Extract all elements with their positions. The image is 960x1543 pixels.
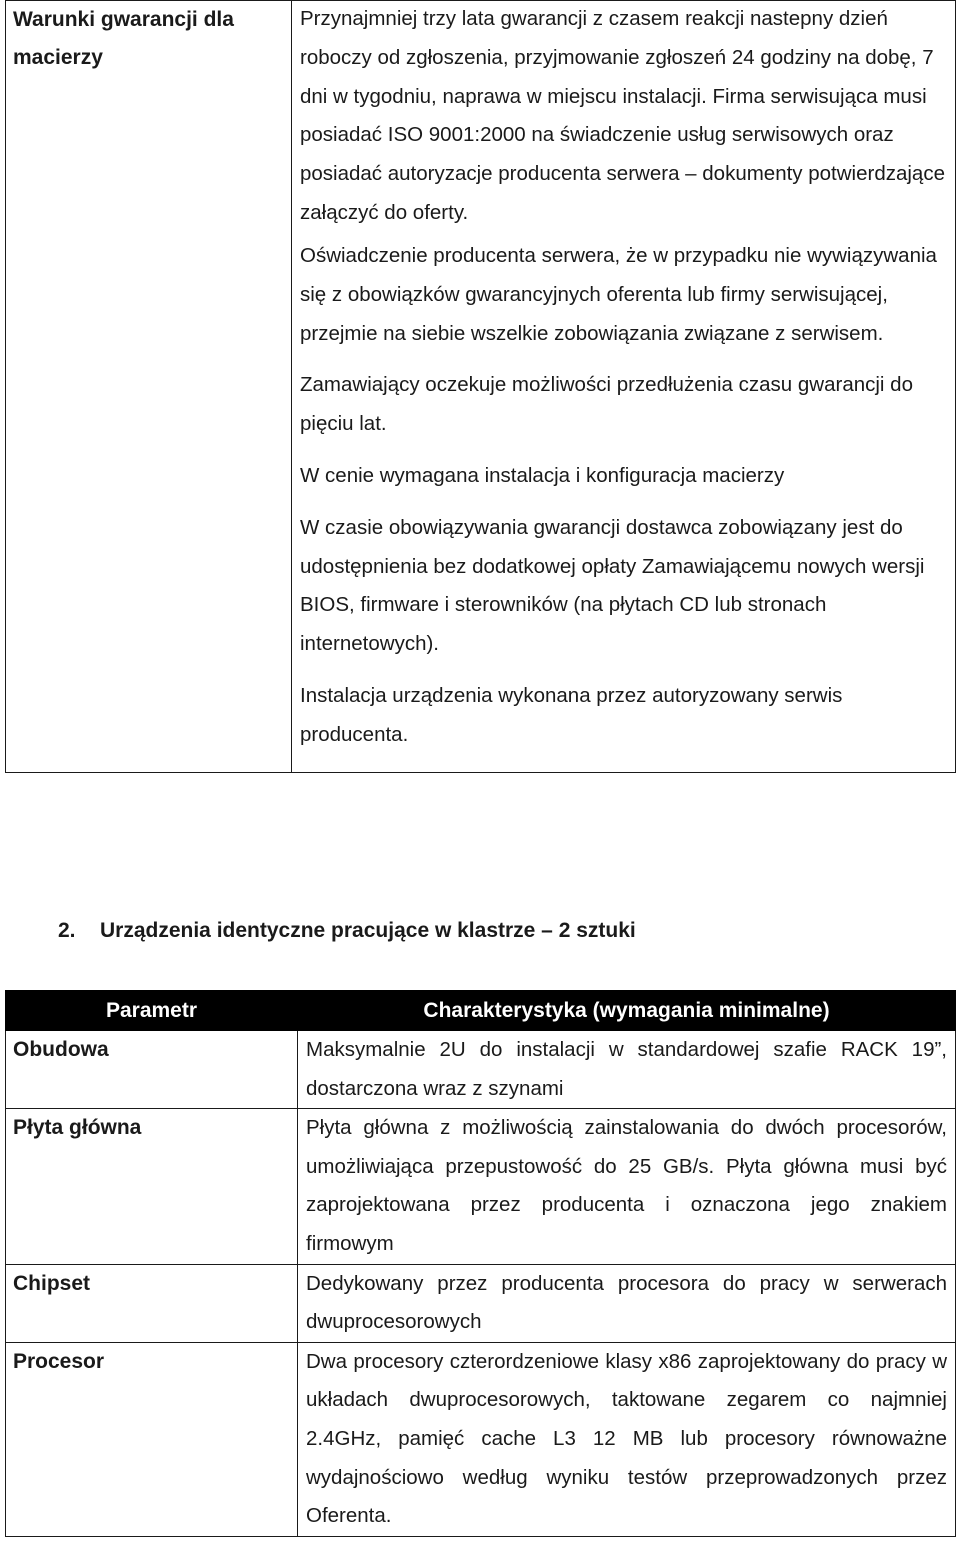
spec-row — [6, 1342, 956, 1536]
spec-value: Dedykowany przez producenta procesora do pracy w serwerach dwuprocesorowych — [298, 1264, 956, 1342]
spec-row — [6, 1109, 956, 1264]
spec-value: Maksymalnie 2U do instalacji w standardowej szafie RACK 19”, dostarczona wraz z szynami — [298, 1031, 956, 1109]
warranty-table — [5, 0, 956, 773]
warranty-paragraph: W czasie obowiązywania gwarancji dostawca zobowiązany jest do udostępnienia bez dodatkowej opłaty Zamawiającemu nowych wersji BIOS, firmware i sterowników (na płytach CD lub stronach internetowych). — [300, 515, 925, 656]
spec-value: Dwa procesory czterordzeniowe klasy x86 zaprojektowany do pracy w układach dwuprocesorowych, taktowane zegarem co najmniej 2.4GHz, pamięć cache L3 12 MB lub procesory równoważne wydajnościowo według wyniku testów przeprowadzonych przez Oferenta. — [298, 1342, 956, 1536]
spec-table-header — [6, 991, 956, 1031]
warranty-label-cell — [6, 1, 292, 773]
warranty-paragraph: Zamawiający oczekuje możliwości przedłużenia czasu gwarancji do pięciu lat. — [300, 373, 913, 436]
spec-value: Płyta główna z możliwością zainstalowania do dwóch procesorów, umożliwiająca przepustowość do 25 GB/s. Płyta główna musi być zaprojektowana przez producenta i oznaczona jego znakiem firmowym — [298, 1109, 956, 1264]
warranty-content-cell — [292, 1, 956, 773]
header-parametr: Parametr — [6, 991, 298, 1031]
section-title: Urządzenia identyczne pracujące w klastrze – 2 sztuki — [100, 919, 636, 942]
spec-row — [6, 1031, 956, 1109]
warranty-paragraph: Oświadczenie producenta serwera, że w przypadku nie wywiązywania się z obowiązków gwarancyjnych oferenta lub firmy serwisującej, przejmie na siebie wszelkie zobowiązania związane z serwisem. — [300, 244, 937, 345]
section-number: 2. — [58, 919, 76, 942]
spec-param: Obudowa — [6, 1031, 298, 1109]
spec-row — [6, 1264, 956, 1342]
header-charakterystyka: Charakterystyka (wymagania minimalne) — [298, 991, 956, 1031]
spec-param: Chipset — [6, 1264, 298, 1342]
warranty-label: Warunki gwarancji dla macierzy — [13, 8, 234, 69]
section-heading — [58, 913, 636, 949]
spec-table — [5, 990, 956, 1537]
warranty-paragraph: W cenie wymagana instalacja i konfiguracja macierzy — [300, 463, 785, 487]
spec-param: Procesor — [6, 1342, 298, 1536]
warranty-paragraph: Przynajmniej trzy lata gwarancji z czasem reakcji nastepny dzień roboczy od zgłoszenia, przyjmowanie zgłoszeń 24 godziny na dobę, 7 dni w tygodniu, naprawa w miejscu instalacji. Firma serwisująca musi posiadać ISO 9001:2000 na świadczenie usług serwisowych oraz posiadać autoryzacje producenta serwera – dokumenty potwierdzające załączyć do oferty. — [300, 7, 945, 224]
warranty-row — [6, 1, 956, 773]
warranty-paragraph: Instalacja urządzenia wykonana przez autoryzowany serwis producenta. — [300, 683, 843, 746]
spec-param: Płyta główna — [6, 1109, 298, 1264]
